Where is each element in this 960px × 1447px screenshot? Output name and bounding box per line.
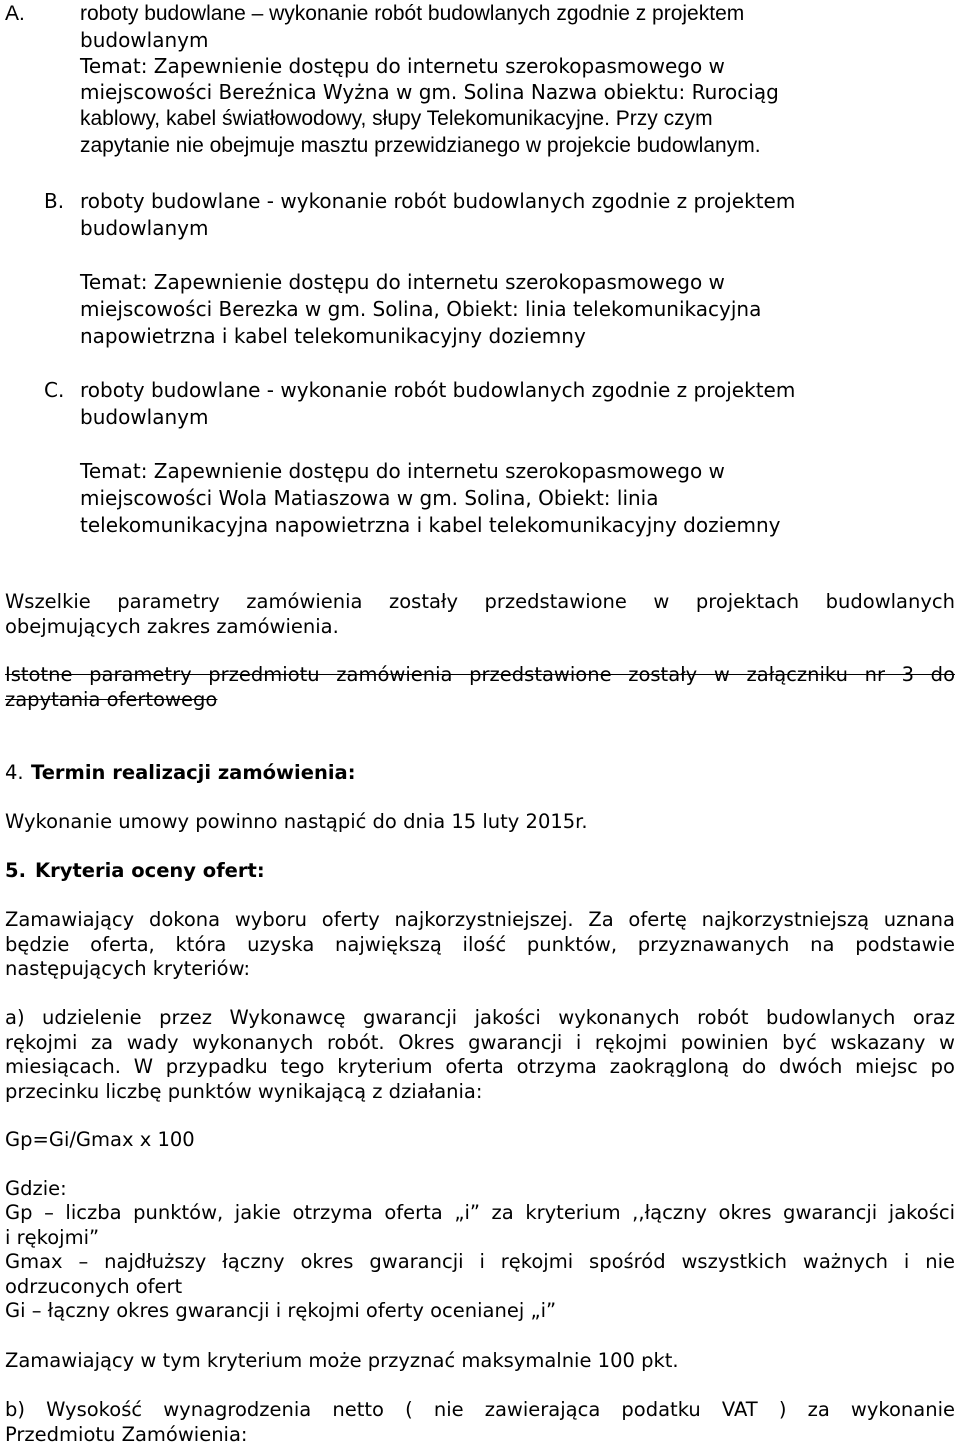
list-item-line: napowietrzna i kabel telekomunikacyjny doziemny (80, 323, 586, 349)
list-item-line: roboty budowlane – wykonanie robót budowlanych zgodnie z projektem (80, 1, 744, 27)
paragraph-line: zapytania ofertowego (5, 688, 955, 713)
list-item-line: miejscowości Wola Matiaszowa w gm. Solina, Obiekt: linia (80, 485, 659, 511)
list-item-line: zapytanie nie obejmuje masztu przewidzianego w projekcie budowlanym. (80, 133, 761, 159)
list-marker: B. (44, 188, 64, 214)
criterion-a (5, 1006, 955, 1104)
list-item-line: budowlanym (80, 215, 208, 241)
criteria-intro (5, 908, 955, 982)
definitions (5, 1201, 955, 1324)
section-number: 4. (5, 761, 24, 786)
list-item-line: Temat: Zapewnienie dostępu do internetu szerokopasmowego w (80, 458, 725, 484)
list-item-line: Temat: Zapewnienie dostępu do internetu szerokopasmowego w (80, 53, 725, 79)
list-item-line: roboty budowlane - wykonanie robót budowlanych zgodnie z projektem (80, 377, 795, 403)
params-paragraph (5, 590, 955, 639)
list-item-line: miejscowości Berezka w gm. Solina, Obiekt: linia telekomunikacyjna (80, 296, 761, 322)
definition-line: Gp – liczba punktów, jakie otrzyma oferta „i” za kryterium ,,łączny okres gwarancji jakości (5, 1201, 955, 1226)
list-item-line: miejscowości Bereźnica Wyżna w gm. Solina Nazwa obiektu: Rurociąg (80, 79, 779, 105)
section-heading: Kryteria oceny ofert: (35, 859, 265, 884)
section-number: 5. (5, 859, 26, 884)
paragraph-line: b) Wysokość wynagrodzenia netto ( nie zawierająca podatku VAT ) za wykonanie (5, 1398, 955, 1423)
paragraph-line: rękojmi za wady wykonanych robót. Okres gwarancji i rękojmi powinien być wskazany w (5, 1031, 955, 1056)
list-item-line: Temat: Zapewnienie dostępu do internetu szerokopasmowego w (80, 269, 725, 295)
definition-line: i rękojmi” (5, 1226, 955, 1251)
paragraph-line: Istotne parametry przedmiotu zamówienia przedstawione zostały w załączniku nr 3 do (5, 663, 955, 688)
where-label: Gdzie: (5, 1177, 67, 1202)
criterion-b (5, 1398, 955, 1447)
struck-paragraph (5, 663, 955, 712)
paragraph-line: będzie oferta, która uzyska największą ilość punktów, przyznawanych na podstawie (5, 933, 955, 958)
paragraph-line: następujących kryteriów: (5, 957, 955, 982)
paragraph-line: obejmujących zakres zamówienia. (5, 615, 955, 640)
paragraph-line: przecinku liczbę punktów wynikającą z działania: (5, 1080, 955, 1105)
list-item-line: budowlanym (80, 27, 208, 53)
paragraph-line: Przedmiotu Zamówienia: (5, 1423, 955, 1447)
list-item-line: roboty budowlane - wykonanie robót budowlanych zgodnie z projektem (80, 188, 795, 214)
section-text: Wykonanie umowy powinno nastąpić do dnia 15 luty 2015r. (5, 810, 588, 835)
definition-line: Gi – łączny okres gwarancji i rękojmi oferty ocenianej „i” (5, 1299, 955, 1324)
list-marker: A. (5, 1, 25, 27)
max-points-text: Zamawiający w tym kryterium może przyznać maksymalnie 100 pkt. (5, 1349, 679, 1374)
list-item-line: kablowy, kabel światłowodowy, słupy Telekomunikacyjne. Przy czym (80, 106, 713, 132)
list-item-line: budowlanym (80, 404, 208, 430)
paragraph-line: miesiącach. W przypadku tego kryterium oferta otrzyma zaokrągloną do dwóch miejsc po (5, 1055, 955, 1080)
definition-line: odrzuconych ofert (5, 1275, 955, 1300)
list-item-line: telekomunikacyjna napowietrzna i kabel telekomunikacyjny doziemny (80, 512, 780, 538)
formula: Gp=Gi/Gmax x 100 (5, 1128, 195, 1153)
section-heading: Termin realizacji zamówienia: (31, 761, 356, 786)
paragraph-line: Wszelkie parametry zamówienia zostały przedstawione w projektach budowlanych (5, 590, 955, 615)
definition-line: Gmax – najdłuższy łączny okres gwarancji i rękojmi spośród wszystkich ważnych i nie (5, 1250, 955, 1275)
paragraph-line: a) udzielenie przez Wykonawcę gwarancji jakości wykonanych robót budowlanych oraz (5, 1006, 955, 1031)
list-marker: C. (44, 377, 64, 403)
paragraph-line: Zamawiający dokona wyboru oferty najkorzystniejszej. Za ofertę najkorzystniejszą uznana (5, 908, 955, 933)
